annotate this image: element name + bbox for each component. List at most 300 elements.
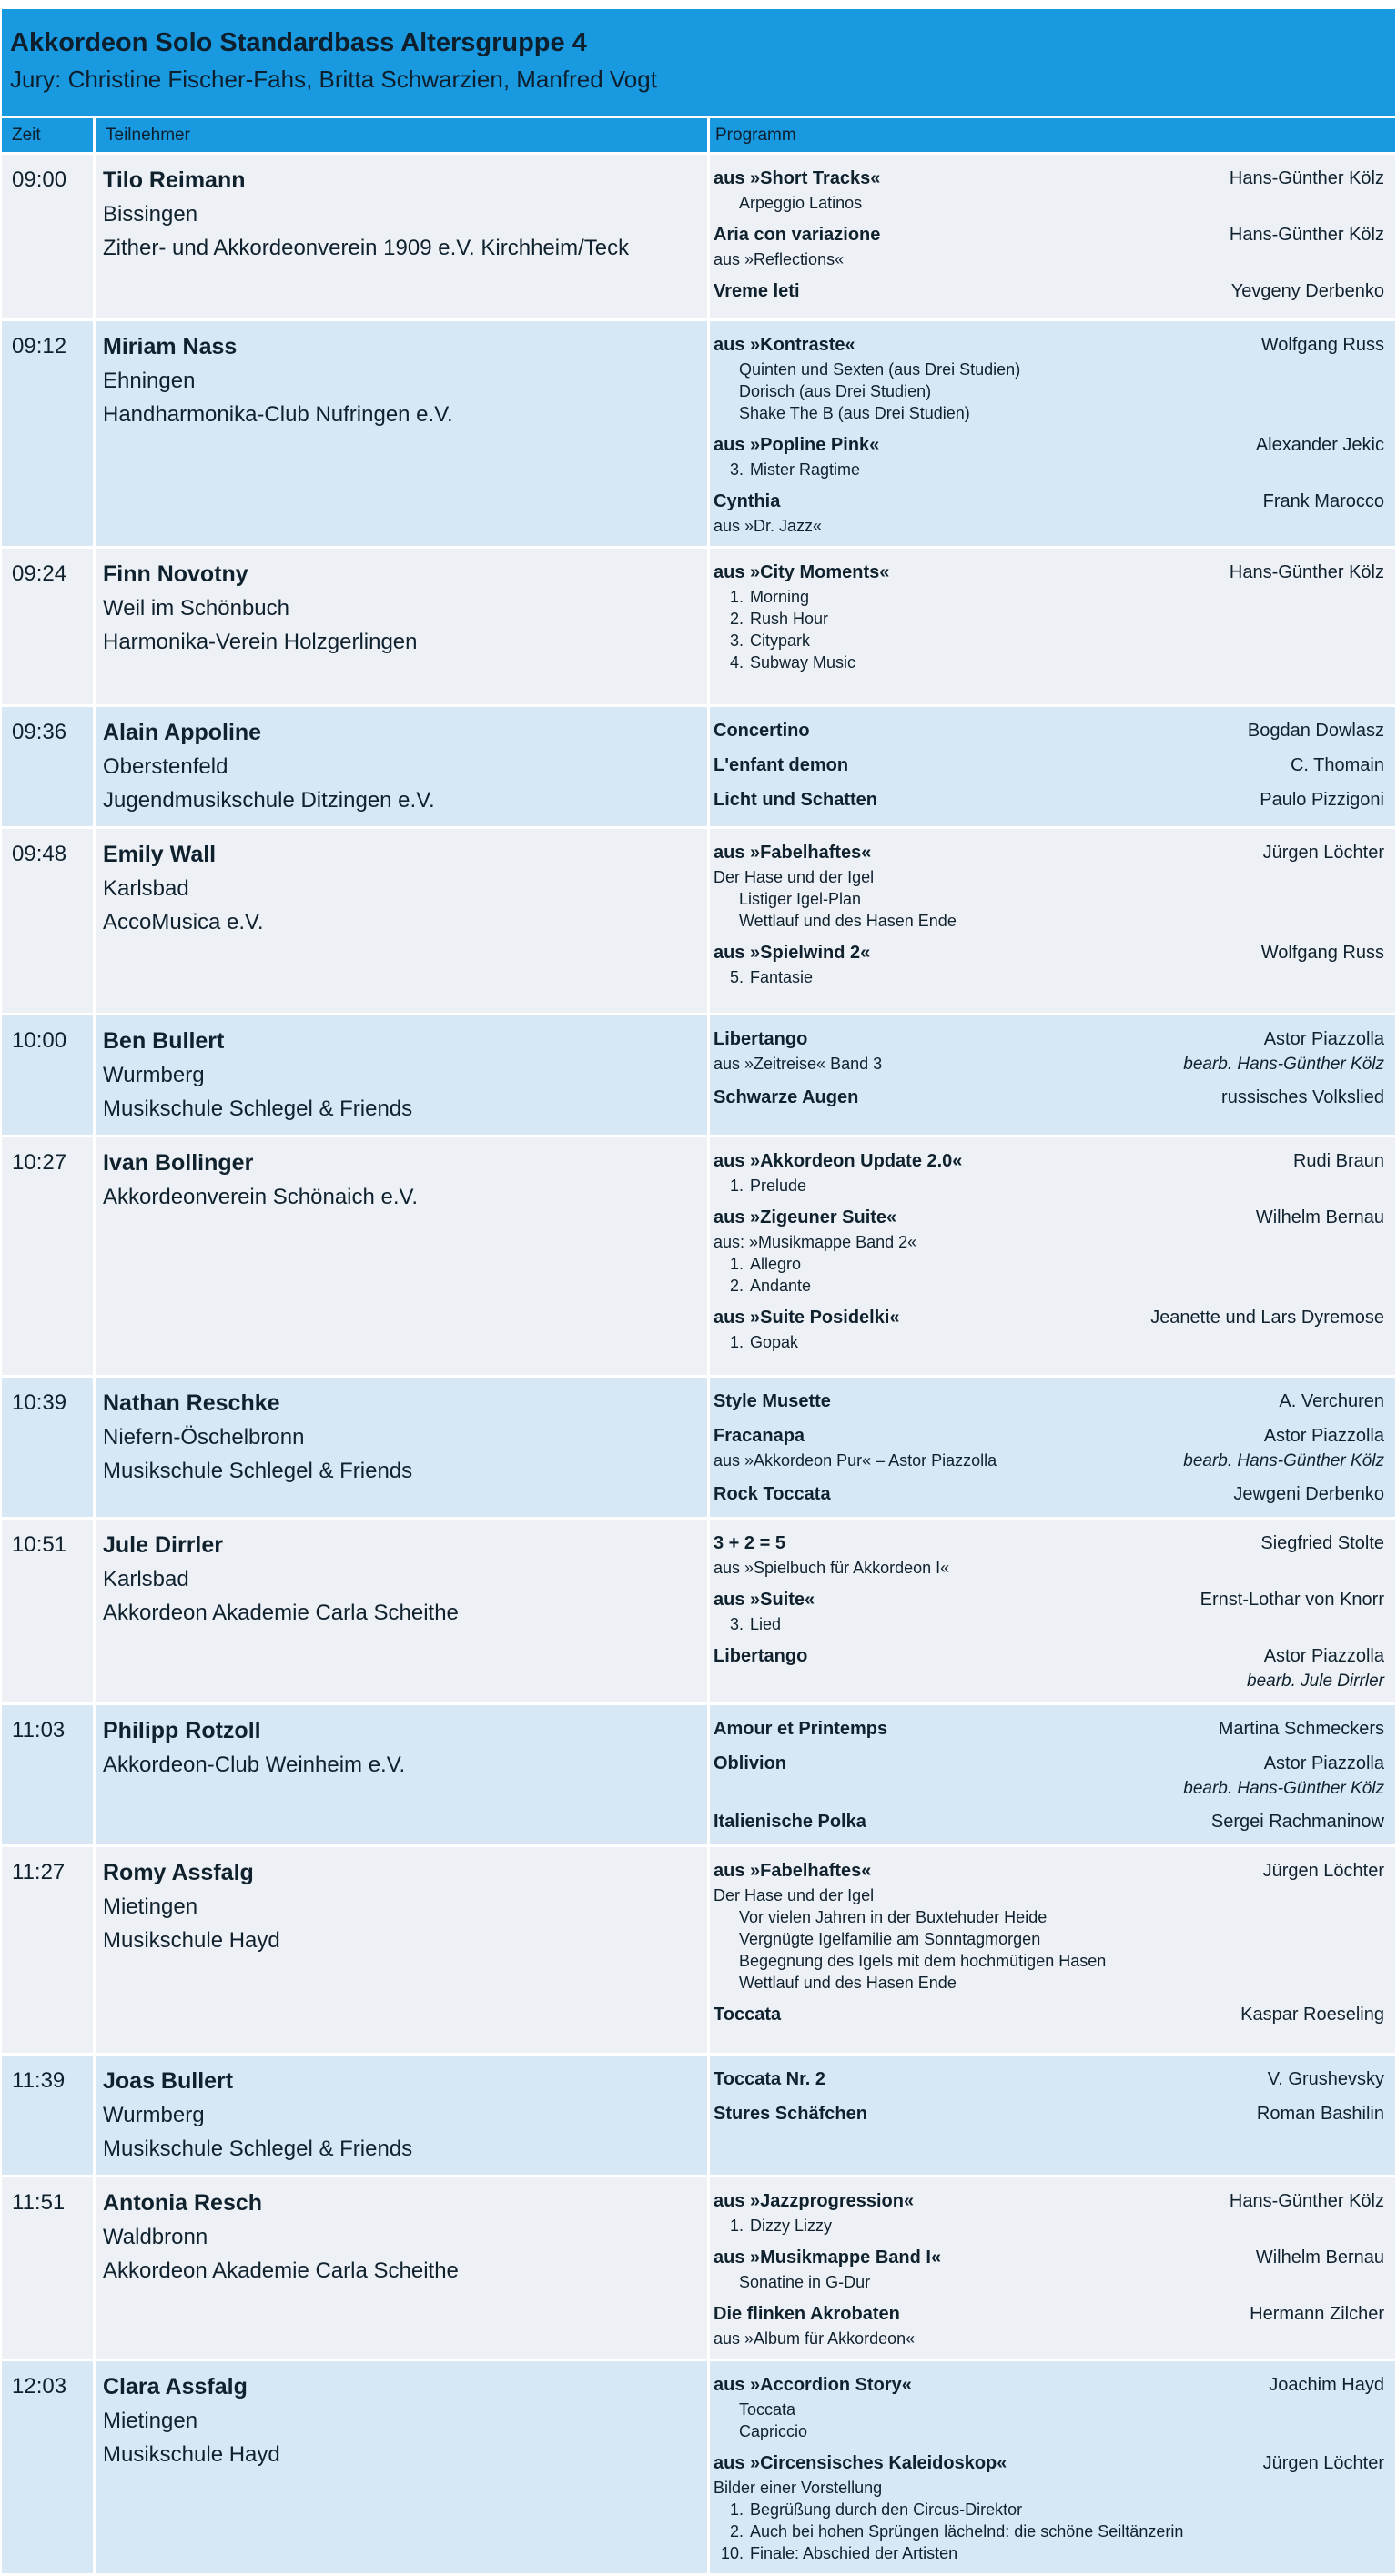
composer-block (1150, 1305, 1384, 1331)
piece-title: aus »Fabelhaftes« (714, 1861, 872, 1881)
time-label: 12:03 (12, 2374, 67, 2399)
table-row (2, 321, 1395, 546)
program-cell (710, 549, 1395, 704)
piece-title: aus »Musikmappe Band I« (714, 2248, 942, 2268)
composer-name: Jürgen Löchter (1262, 2453, 1384, 2473)
participant-name: Clara Assfalg (103, 2374, 248, 2399)
subline-number: 1. (729, 1255, 744, 1273)
participant-line: Wurmberg (103, 1063, 205, 1087)
participant-cell (96, 1705, 707, 1844)
subline-number: 3. (729, 1615, 744, 1633)
piece (714, 1716, 1384, 1743)
program-cell (710, 707, 1395, 826)
program-cell (710, 1015, 1395, 1135)
composer-name: Ernst-Lothar von Knorr (1200, 1590, 1384, 1610)
participant-line: Ehningen (103, 369, 196, 393)
composer-name: Sergei Rachmaninow (1210, 1812, 1384, 1832)
program-cell (710, 1705, 1395, 1844)
time-label: 09:36 (12, 720, 67, 744)
composer-name: Jürgen Löchter (1262, 1861, 1384, 1881)
participant-cell (96, 1137, 707, 1375)
piece-title: Fracanapa (714, 1426, 805, 1446)
composer-block (1200, 1587, 1384, 1613)
participant-cell (96, 829, 707, 1013)
composer-name: Wolfgang Russ (1260, 943, 1384, 963)
time-cell (2, 1015, 93, 1135)
piece-title: Concertino (714, 721, 810, 741)
piece-subline (714, 1275, 1384, 1297)
subline-number: 4. (729, 653, 744, 672)
table-row (2, 1015, 1395, 1135)
composer-name: Hans-Günther Kölz (1229, 2191, 1384, 2211)
composer-name: Astor Piazzolla (1263, 1753, 1384, 1773)
piece (714, 1305, 1384, 1353)
time-label: 11:51 (12, 2190, 66, 2215)
composer-name: Astor Piazzolla (1263, 1646, 1384, 1666)
composer-name: Astor Piazzolla (1263, 1029, 1384, 1049)
piece (714, 332, 1384, 424)
subline-text: Dizzy Lizzy (750, 2217, 833, 2235)
subline-text: Andante (750, 1277, 812, 1295)
composer-name: Rudi Braun (1292, 1151, 1384, 1171)
composer-block (1248, 718, 1384, 744)
piece-subline (714, 608, 1384, 630)
composer-block (1230, 222, 1384, 248)
subline-text: Morning (750, 588, 810, 606)
title-bar (2, 9, 1395, 116)
participant-line: Oberstenfeld (103, 754, 228, 779)
participant-cell (96, 2056, 707, 2175)
piece-subline: aus »Spielbuch für Akkordeon I« (714, 1559, 950, 1577)
composer-name: Roman Bashilin (1256, 2104, 1384, 2124)
composer-block (1261, 332, 1384, 359)
composer-block (1279, 1389, 1384, 1415)
piece (714, 1751, 1384, 1801)
time-cell (2, 1705, 93, 1844)
subline-text: Begrüßung durch den Circus-Direktor (750, 2500, 1023, 2519)
piece-subline: aus »Akkordeon Pur« – Astor Piazzolla (714, 1451, 997, 1470)
piece-subline (714, 630, 1384, 652)
piece (714, 1148, 1384, 1197)
piece (714, 1587, 1384, 1635)
participant-cell (96, 2361, 707, 2573)
participant-line: Weil im Schönbuch (103, 596, 289, 621)
composer-block (1260, 787, 1384, 813)
participant-line: Akkordeonverein Schönaich e.V. (103, 1185, 419, 1209)
piece-title: aus »Popline Pink« (714, 435, 880, 455)
piece-title: Amour et Printemps (714, 1719, 888, 1739)
composer-name: Hermann Zilcher (1250, 2304, 1384, 2324)
piece-subline (714, 2215, 1384, 2237)
arranger-name: bearb. Hans-Günther Kölz (1183, 1055, 1384, 1074)
participant-cell (96, 321, 707, 546)
piece (714, 718, 1384, 744)
time-label: 11:39 (12, 2068, 66, 2093)
piece-subline (714, 2499, 1384, 2520)
program-cell (710, 321, 1395, 546)
participant-line: Musikschule Schlegel & Friends (103, 1459, 413, 1483)
time-cell (2, 321, 93, 546)
piece-subline: aus: »Musikmappe Band 2« (714, 1233, 917, 1251)
program-cell (710, 1520, 1395, 1702)
piece-title: Rock Toccata (714, 1484, 831, 1504)
time-label: 11:27 (12, 1860, 66, 1884)
composer-name: V. Grushevsky (1267, 2069, 1384, 2089)
subline-number: 2. (729, 610, 744, 628)
piece-title: aus »Short Tracks« (714, 168, 881, 188)
time-label: 09:48 (12, 842, 67, 866)
participant-name: Tilo Reimann (103, 167, 246, 193)
participant-line: Waldbronn (103, 2225, 208, 2249)
time-cell (2, 1137, 93, 1375)
participant-line: Handharmonika-Club Nufringen e.V. (103, 402, 453, 427)
composer-name: A. Verchuren (1279, 1391, 1384, 1411)
table-row (2, 2056, 1395, 2175)
subline-text: Mister Ragtime (750, 460, 861, 479)
piece-title: Italienische Polka (714, 1812, 866, 1832)
participant-name: Antonia Resch (103, 2190, 263, 2216)
piece (714, 840, 1384, 932)
program-cell (710, 1847, 1395, 2053)
time-cell (2, 2177, 93, 2359)
composer-block (1257, 2101, 1384, 2127)
piece-title: Style Musette (714, 1391, 831, 1411)
composer-block (1230, 560, 1384, 586)
piece-title: Die flinken Akrobaten (714, 2304, 900, 2324)
piece-title: Aria con variazione (714, 225, 881, 245)
composer-name: Jewgeni Derbenko (1233, 1484, 1384, 1504)
time-cell (2, 1520, 93, 1702)
time-cell (2, 707, 93, 826)
column-header-zeit: Zeit (2, 118, 93, 152)
table-row (2, 707, 1395, 826)
piece (714, 432, 1384, 480)
program-cell (710, 2056, 1395, 2175)
subline-number: 5. (729, 968, 744, 986)
composer-name: Wolfgang Russ (1260, 335, 1384, 355)
table-row (2, 1137, 1395, 1375)
composer-name: Frank Marocco (1262, 491, 1384, 511)
piece-subline: Shake The B (aus Drei Studien) (739, 404, 970, 422)
composer-block (1256, 432, 1384, 459)
participant-cell (96, 549, 707, 704)
participant-name: Romy Assfalg (103, 1860, 254, 1885)
piece-subline: aus »Album für Akkordeon« (714, 2329, 916, 2348)
composer-name: Joachim Hayd (1269, 2375, 1384, 2395)
composer-name: Hans-Günther Kölz (1229, 168, 1384, 188)
participant-line: Harmonika-Verein Holzgerlingen (103, 630, 418, 654)
composer-block (1256, 1205, 1384, 1231)
piece-subline: Capriccio (739, 2422, 808, 2440)
piece (714, 222, 1384, 270)
arranger-name: bearb. Hans-Günther Kölz (1183, 1779, 1384, 1798)
participant-cell (96, 1520, 707, 1702)
piece-subline (714, 1331, 1384, 1353)
piece-title: Vreme leti (714, 281, 800, 301)
piece-title: aus »Akkordeon Update 2.0« (714, 1151, 963, 1171)
subline-number: 1. (729, 2217, 744, 2235)
composer-name: Hans-Günther Kölz (1229, 225, 1384, 245)
participant-cell (96, 1847, 707, 2053)
column-header-teilnehmer: Teilnehmer (96, 118, 707, 152)
participant-line: Zither- und Akkordeonverein 1909 e.V. Kirchheim/Teck (103, 236, 630, 260)
piece-subline: Toccata (739, 2400, 796, 2419)
composer-block (1268, 2066, 1384, 2093)
subline-text: Lied (750, 1615, 782, 1633)
participant-cell (96, 155, 707, 318)
table-row (2, 1705, 1395, 1844)
arranger-name: bearb. Jule Dirrler (1247, 1672, 1384, 1691)
schedule-rows (2, 155, 1395, 2573)
piece (714, 2002, 1384, 2028)
composer-block (1291, 753, 1384, 779)
time-label: 10:27 (12, 1150, 67, 1175)
time-cell (2, 1378, 93, 1517)
composer-name: Paulo Pizzigoni (1260, 790, 1384, 810)
participant-cell (96, 1015, 707, 1135)
subline-number: 2. (729, 2522, 744, 2541)
subline-number: 1. (729, 2500, 744, 2519)
piece-title: aus »Suite Posidelki« (714, 1308, 900, 1328)
piece-title: aus »Spielwind 2« (714, 943, 871, 963)
time-label: 09:00 (12, 167, 67, 192)
subline-number: 10. (720, 2544, 744, 2562)
subline-text: Rush Hour (750, 610, 829, 628)
time-label: 10:39 (12, 1390, 67, 1415)
time-label: 10:51 (12, 1532, 67, 1557)
program-cell (710, 829, 1395, 1013)
participant-line: Musikschule Schlegel & Friends (103, 2137, 413, 2161)
piece (714, 787, 1384, 813)
subline-text: Auch bei hohen Sprüngen lächelnd: die schöne Seiltänzerin (750, 2522, 1184, 2541)
piece (714, 1205, 1384, 1297)
piece-title: Oblivion (714, 1753, 786, 1773)
composer-block (1230, 166, 1384, 192)
piece-title: aus »Kontraste« (714, 335, 855, 355)
participant-line: Karlsbad (103, 876, 189, 901)
piece-subline: Sonatine in G-Dur (739, 2273, 871, 2291)
piece (714, 940, 1384, 988)
subline-text: Citypark (750, 631, 811, 650)
composer-name: Wilhelm Bernau (1255, 1207, 1384, 1227)
piece-title: 3 + 2 = 5 (714, 1533, 785, 1553)
piece-title: Toccata Nr. 2 (714, 2069, 826, 2089)
participant-line: Wurmberg (103, 2103, 205, 2127)
piece (714, 278, 1384, 305)
composer-name: Siegfried Stolte (1260, 1533, 1384, 1553)
piece (714, 1530, 1384, 1579)
composer-block (1183, 1423, 1384, 1473)
composer-block (1269, 2372, 1384, 2399)
piece (714, 1085, 1384, 1111)
composer-block (1261, 940, 1384, 966)
participant-line: Karlsbad (103, 1567, 189, 1591)
piece-title: aus »Circensisches Kaleidoskop« (714, 2453, 1007, 2473)
piece-subline: Der Hase und der Igel (714, 868, 875, 886)
composer-block (1240, 2002, 1384, 2028)
composer-block (1263, 840, 1384, 866)
composer-name: C. Thomain (1290, 755, 1384, 775)
piece-title: Schwarze Augen (714, 1087, 859, 1107)
column-header-programm: Programm (710, 118, 1395, 152)
jury-line: Jury: Christine Fischer-Fahs, Britta Schwarzien, Manfred Vogt (10, 66, 657, 93)
subline-number: 2. (729, 1277, 744, 1295)
piece (714, 753, 1384, 779)
participant-line: Akkordeon Akademie Carla Scheithe (103, 1601, 459, 1625)
participant-line: Musikschule Hayd (103, 2442, 280, 2467)
composer-name: Wilhelm Bernau (1255, 2248, 1384, 2268)
piece-subline (714, 459, 1384, 480)
subline-number: 3. (729, 631, 744, 650)
piece-subline: Vergnügte Igelfamilie am Sonntagmorgen (739, 1930, 1041, 1948)
composer-block (1260, 1530, 1384, 1557)
participant-line: Bissingen (103, 202, 198, 227)
piece-subline: aus »Zeitreise« Band 3 (714, 1055, 883, 1073)
participant-name: Alain Appoline (103, 720, 262, 745)
piece-title: L'enfant demon (714, 755, 849, 775)
piece (714, 1481, 1384, 1508)
subline-text: Finale: Abschied der Artisten (750, 2544, 958, 2562)
participant-line: Akkordeon-Club Weinheim e.V. (103, 1753, 406, 1777)
participant-name: Finn Novotny (103, 561, 248, 587)
participant-name: Jule Dirrler (103, 1532, 224, 1558)
composer-block (1263, 2450, 1384, 2477)
piece-subline: Begegnung des Igels mit dem hochmütigen Hasen (739, 1952, 1107, 1970)
time-cell (2, 829, 93, 1013)
piece-title: Stures Schäfchen (714, 2104, 867, 2124)
composer-block (1221, 1085, 1384, 1111)
composer-name: Alexander Jekic (1255, 435, 1384, 455)
piece-subline (714, 652, 1384, 673)
participant-line: AccoMusica e.V. (103, 910, 264, 934)
table-row (2, 1847, 1395, 2053)
piece-title: Libertango (714, 1646, 808, 1666)
piece-subline (714, 966, 1384, 988)
piece-subline: Quinten und Sexten (aus Drei Studien) (739, 360, 1021, 379)
program-cell (710, 2361, 1395, 2573)
participant-line: Mietingen (103, 1894, 198, 1919)
piece-subline (714, 1253, 1384, 1275)
time-label: 11:03 (12, 1718, 66, 1743)
subline-number: 1. (729, 1177, 744, 1195)
composer-block (1250, 2301, 1384, 2328)
piece-subline: Arpeggio Latinos (739, 194, 863, 212)
piece (714, 2188, 1384, 2237)
time-cell (2, 2361, 93, 2573)
piece-title: Cynthia (714, 491, 781, 511)
program-cell (710, 2177, 1395, 2359)
table-row (2, 1378, 1395, 1517)
program-cell (710, 155, 1395, 318)
composer-block (1183, 1026, 1384, 1076)
piece (714, 2301, 1384, 2349)
time-label: 10:00 (12, 1028, 67, 1053)
composer-block (1219, 1716, 1384, 1743)
time-cell (2, 155, 93, 318)
participant-name: Joas Bullert (103, 2068, 234, 2094)
piece (714, 1423, 1384, 1473)
participant-name: Ivan Bollinger (103, 1150, 254, 1176)
piece-subline (714, 2520, 1384, 2542)
piece-title: aus »City Moments« (714, 562, 890, 582)
composer-block (1256, 2245, 1384, 2271)
participant-line: Mietingen (103, 2409, 198, 2433)
subline-number: 1. (729, 1333, 744, 1351)
time-cell (2, 549, 93, 704)
participant-cell (96, 1378, 707, 1517)
table-row (2, 549, 1395, 704)
participant-line: Jugendmusikschule Ditzingen e.V. (103, 788, 435, 813)
piece-title: aus »Accordion Story« (714, 2375, 912, 2395)
time-cell (2, 2056, 93, 2175)
piece-title: aus »Zigeuner Suite« (714, 1207, 897, 1227)
participant-cell (96, 2177, 707, 2359)
page-title: Akkordeon Solo Standardbass Altersgruppe 4 (10, 28, 587, 57)
piece (714, 489, 1384, 537)
piece-subline (714, 1613, 1384, 1635)
piece-subline: aus »Dr. Jazz« (714, 517, 823, 535)
table-row (2, 2177, 1395, 2359)
composer-name: russisches Volkslied (1221, 1087, 1384, 1107)
piece-title: Toccata (714, 2005, 782, 2025)
subline-number: 1. (729, 588, 744, 606)
participant-name: Philipp Rotzoll (103, 1718, 261, 1743)
subline-text: Fantasie (750, 968, 814, 986)
composer-block (1230, 2188, 1384, 2215)
table-row (2, 829, 1395, 1013)
participant-name: Emily Wall (103, 842, 217, 867)
piece (714, 560, 1384, 673)
piece (714, 1643, 1384, 1693)
table-header (2, 118, 1395, 152)
subline-text: Subway Music (750, 653, 856, 672)
composer-name: Hans-Günther Kölz (1229, 562, 1384, 582)
composer-block (1263, 1858, 1384, 1884)
table-row (2, 155, 1395, 318)
subline-text: Prelude (750, 1177, 807, 1195)
composer-block (1183, 1751, 1384, 1801)
participant-line: Musikschule Schlegel & Friends (103, 1096, 413, 1121)
composer-name: Martina Schmeckers (1218, 1719, 1384, 1739)
piece-title: Libertango (714, 1029, 808, 1049)
arranger-name: bearb. Hans-Günther Kölz (1183, 1451, 1384, 1470)
composer-block (1211, 1809, 1384, 1835)
piece-title: aus »Jazzprogression« (714, 2191, 915, 2211)
piece-subline (714, 1175, 1384, 1197)
piece-subline (714, 2542, 1384, 2564)
composer-block (1293, 1148, 1384, 1175)
piece (714, 2372, 1384, 2442)
piece-subline: Wettlauf und des Hasen Ende (739, 912, 957, 930)
piece-subline: Vor vielen Jahren in der Buxtehuder Heide (739, 1908, 1048, 1926)
participant-cell (96, 707, 707, 826)
time-label: 09:12 (12, 334, 67, 359)
piece (714, 2450, 1384, 2564)
table-row (2, 2361, 1395, 2573)
piece-title: aus »Fabelhaftes« (714, 843, 872, 863)
piece-title: aus »Suite« (714, 1590, 815, 1610)
piece-subline (714, 586, 1384, 608)
composer-block (1263, 489, 1384, 515)
composer-block (1247, 1643, 1384, 1693)
subline-number: 3. (729, 460, 744, 479)
composer-name: Jeanette und Lars Dyremose (1150, 1308, 1384, 1328)
piece (714, 2066, 1384, 2093)
piece-subline: Bilder einer Vorstellung (714, 2479, 883, 2497)
participant-line: Musikschule Hayd (103, 1928, 280, 1953)
program-cell (710, 1378, 1395, 1517)
participant-line: Akkordeon Akademie Carla Scheithe (103, 2258, 459, 2283)
